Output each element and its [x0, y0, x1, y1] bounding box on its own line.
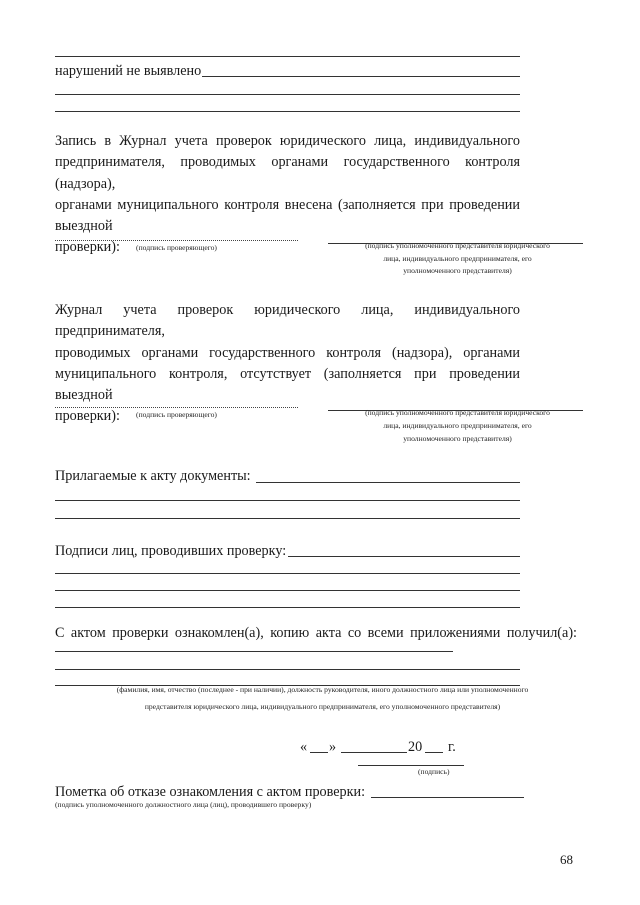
- inspector-signature-line: [55, 407, 298, 408]
- blank-line: [55, 669, 520, 670]
- refusal-signature-line: [371, 797, 524, 798]
- no-violations-label: нарушений не выявлено: [55, 63, 202, 79]
- representative-caption-1: (подпись уполномоченного представителя юридического: [365, 408, 550, 417]
- blank-line: [55, 111, 520, 112]
- refusal-caption: (подпись уполномоченного должностного лица (лиц), проводившего проверку): [55, 800, 312, 809]
- date-year-prefix: 20: [408, 739, 423, 755]
- date-close-quote: »: [329, 739, 337, 755]
- representative-caption-2: лица, индивидуального предпринимателя, его: [383, 421, 532, 430]
- inspector-signature-line: [55, 240, 298, 241]
- signature-caption: (подпись): [418, 767, 450, 776]
- date-day-line: [310, 752, 328, 753]
- acquainted-label: С актом проверки ознакомлен(а), копию акта со всеми приложениями получил(а):: [55, 625, 577, 641]
- signature-line: [358, 765, 464, 766]
- journal-absent-paragraph: Журнал учета проверок юридического лица, индивидуального предпринимателя, проводимых органами государственного контроля (надзора), органами муниципального контроля, отсутствует (заполняется при проведении выездной проверки):: [55, 302, 520, 425]
- blank-line: [55, 651, 453, 652]
- representative-caption-2: лица, индивидуального предпринимателя, его: [383, 254, 532, 263]
- blank-line: [55, 573, 520, 574]
- blank-line: [202, 76, 520, 77]
- blank-line: [55, 518, 520, 519]
- representative-caption-1: (подпись уполномоченного представителя юридического: [365, 241, 550, 250]
- page-number: 68: [560, 852, 573, 867]
- acquainted-caption-2: представителя юридического лица, индивидуального предпринимателя, его уполномоченного представителя): [144, 702, 501, 711]
- inspector-signature-caption: (подпись проверяющего): [136, 243, 217, 252]
- blank-line: [256, 482, 520, 483]
- date-year-line: [425, 752, 443, 753]
- blank-line: [288, 556, 520, 557]
- date-year-suffix: г.: [448, 739, 456, 755]
- representative-caption-3: уполномоченного представителя): [403, 434, 512, 443]
- inspector-signature-caption: (подпись проверяющего): [136, 410, 217, 419]
- inspectors-signatures-label: Подписи лиц, проводивших проверку:: [55, 543, 287, 559]
- acquainted-caption-1: (фамилия, имя, отчество (последнее - при наличии), должность руководителя, иного должностного лица или уполномоченного: [116, 685, 529, 694]
- blank-line: [55, 56, 520, 57]
- blank-line: [55, 500, 520, 501]
- attached-documents-label: Прилагаемые к акту документы:: [55, 468, 251, 484]
- representative-caption-3: уполномоченного представителя): [403, 266, 512, 275]
- journal-entry-paragraph: Запись в Журнал учета проверок юридического лица, индивидуального предпринимателя, проводимых органами государственного контроля (надзора), органами муниципального контроля внесена (заполняется при проведении выездной проверки):: [55, 133, 520, 256]
- blank-line: [55, 590, 520, 591]
- date-month-line: [341, 752, 407, 753]
- blank-line: [55, 607, 520, 608]
- blank-line: [55, 94, 520, 95]
- date-open-quote: «: [300, 739, 308, 755]
- refusal-label: Пометка об отказе ознакомления с актом проверки:: [55, 784, 366, 800]
